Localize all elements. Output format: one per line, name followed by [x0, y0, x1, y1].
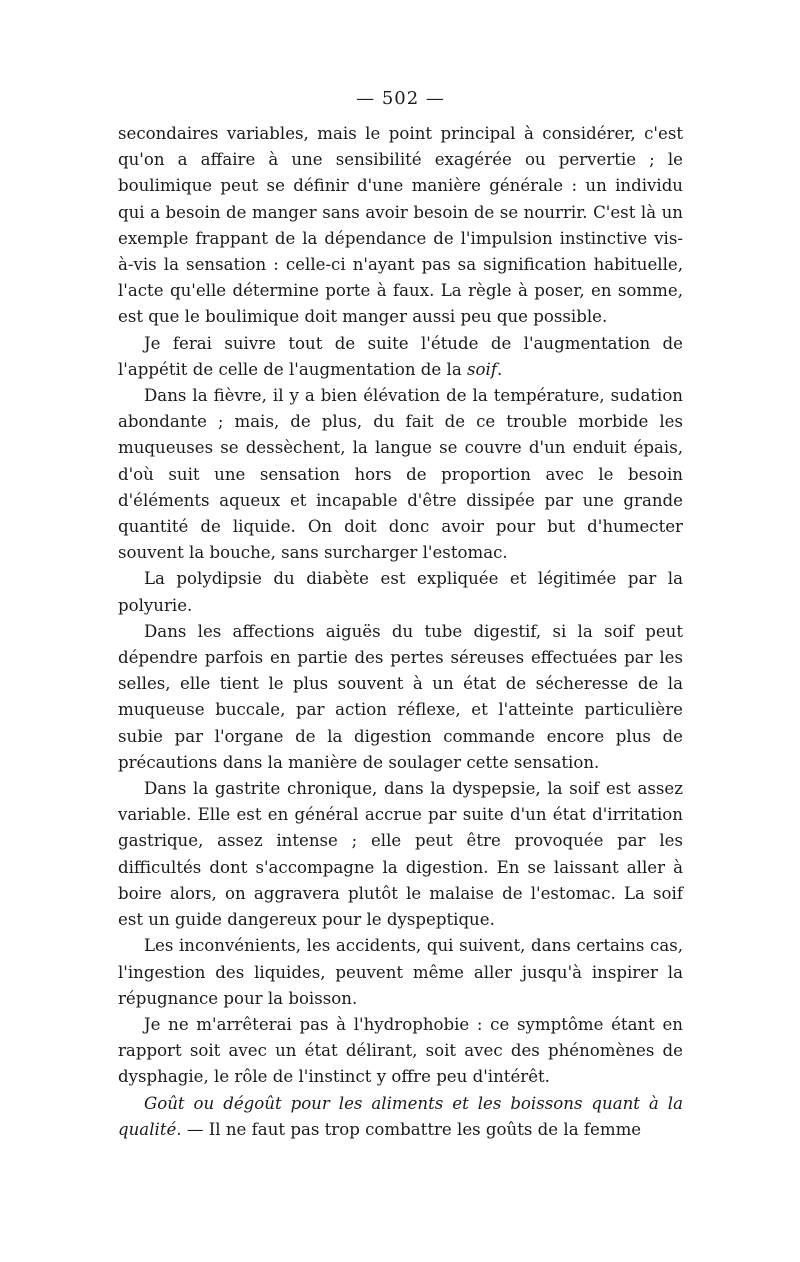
paragraph-soif-intro-text: Je ferai suivre tout de suite l'étude de l'augmentation de l'appétit de celle de l'augmentation de la	[118, 333, 683, 379]
page-number: — 502 —	[356, 88, 445, 109]
paragraph-fievre: Dans la fièvre, il y a bien élévation de la température, sudation abondante ; mais, de plus, du fait de ce trouble morbide les muqueuses se dessèchent, la langue se couvre d'un enduit épais, d'où suit une sensation hors de proportion avec le besoin d'éléments aqueux et incapable d'être dissipée par une grande quantité de liquide. On doit donc avoir pour but d'humecter souvent la bouche, sans surcharger l'estomac.	[118, 386, 683, 563]
soif-italic-word: soif	[467, 359, 497, 379]
paragraph-affections-aigues: Dans les affections aiguës du tube digestif, si la soif peut dépendre parfois en partie des pertes séreuses effectuées par les selles, elle tient le plus souvent à un état de sécheresse de la muqueuse buccale, par action réflexe, et l'atteinte particulière subie par l'organe de la digestion commande encore plus de précautions dans la manière de soulager cette sensation.	[118, 621, 683, 772]
paragraph-gout-degout	[118, 1091, 683, 1143]
paragraph-boulimie: secondaires variables, mais le point principal à considérer, c'est qu'on a affaire à une sensibilité exagérée ou pervertie ; le boulimique peut se définir d'une manière générale : un individu qui a besoin de manger sans avoir besoin de se nourrir. C'est là un exemple frappant de la dépendance de l'impulsion instinctive vis-à-vis la sensation : celle-ci n'ayant pas sa signification habituelle, l'acte qu'elle détermine porte à faux. La règle à poser, en somme, est que le boulimique doit manger aussi peu que possible.	[118, 124, 683, 327]
section-heading-gout: Goût ou dégoût pour les aliments et les boissons quant à la qualité.	[118, 1093, 683, 1139]
paragraph-hydrophobie: Je ne m'arrêterai pas à l'hydrophobie : ce symptôme étant en rapport soit avec un état délirant, soit avec des phénomènes de dysphagie, le rôle de l'instinct y offre peu d'intérêt.	[118, 1014, 683, 1087]
paragraph-soif-intro-end: .	[496, 359, 503, 379]
paragraph-soif-intro	[118, 331, 683, 383]
paragraph-gout-text: — Il ne faut pas trop combattre les goûts de la femme	[181, 1119, 642, 1139]
paragraph-polydipsie: La polydipsie du diabète est expliquée et légitimée par la polyurie.	[118, 569, 683, 615]
paragraph-gastrite: Dans la gastrite chronique, dans la dyspepsie, la soif est assez variable. Elle est en général accrue par suite d'un état d'irritation gastrique, assez intense ; elle peut être provoquée par les difficultés dont s'accompagne la digestion. En se laissant aller à boire alors, on aggravera plutôt le malaise de l'estomac. La soif est un guide dangereux pour le dyspeptique.	[118, 779, 683, 930]
book-page	[118, 88, 683, 1143]
paragraph-inconvenients: Les inconvénients, les accidents, qui suivent, dans certains cas, l'ingestion des liquides, peuvent même aller jusqu'à inspirer la répugnance pour la boisson.	[118, 936, 683, 1008]
